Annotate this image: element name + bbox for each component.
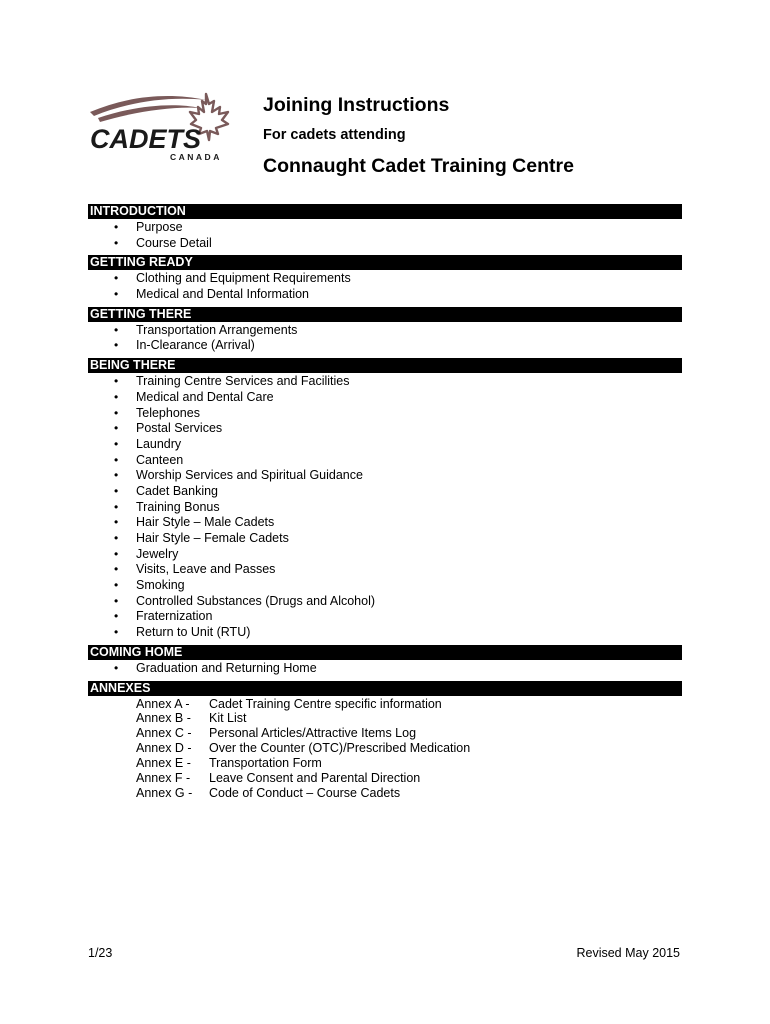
bullet-icon: • <box>114 531 119 545</box>
list-item <box>88 374 682 390</box>
table-of-contents <box>88 204 682 805</box>
annex-row <box>88 726 682 741</box>
list-item <box>88 578 682 594</box>
page-number: 1/23 <box>88 946 113 960</box>
section-list <box>88 220 682 251</box>
logo-text: CADETS <box>90 124 202 154</box>
bullet-icon: • <box>114 468 119 483</box>
section-list <box>88 661 682 677</box>
bullet-icon: • <box>114 389 119 404</box>
list-item-label: Course Detail <box>136 235 212 250</box>
bullet-icon: • <box>114 515 119 530</box>
list-item-label: Hair Style – Female Cadets <box>136 531 289 545</box>
list-item-label: Clothing and Equipment Requirements <box>136 271 351 286</box>
annex-title: Transportation Form <box>209 756 322 771</box>
annex-title: Kit List <box>209 711 247 726</box>
list-item-label: Jewelry <box>136 546 179 561</box>
annex-code: Annex C - <box>136 726 192 741</box>
list-item-label: Telephones <box>136 405 200 420</box>
annexes-section <box>88 681 682 801</box>
annex-row <box>88 741 682 756</box>
list-item-label: Purpose <box>136 220 183 234</box>
annex-title: Leave Consent and Parental Direction <box>209 770 421 785</box>
list-item <box>88 531 682 547</box>
list-item <box>88 453 682 469</box>
list-item <box>88 406 682 422</box>
section-introduction <box>88 204 682 251</box>
cadets-canada-logo <box>88 90 238 170</box>
section-heading: ANNEXES <box>88 681 682 696</box>
list-item-label: Return to Unit (RTU) <box>136 625 251 640</box>
centre-name: Connaught Cadet Training Centre <box>263 155 574 177</box>
bullet-icon: • <box>114 499 119 514</box>
list-item-label: Fraternization <box>136 609 213 624</box>
bullet-icon: • <box>114 483 119 498</box>
annex-row <box>88 756 682 771</box>
bullet-icon: • <box>114 562 119 577</box>
annex-code: Annex B - <box>136 711 191 726</box>
bullet-icon: • <box>114 436 119 451</box>
section-heading: GETTING READY <box>88 255 682 270</box>
bullet-icon: • <box>114 405 119 420</box>
bullet-icon: • <box>114 374 119 389</box>
list-item <box>88 437 682 453</box>
annex-title: Code of Conduct – Course Cadets <box>209 785 401 800</box>
bullet-icon: • <box>114 452 119 467</box>
list-item-label: Worship Services and Spiritual Guidance <box>136 468 363 483</box>
document-title: Joining Instructions <box>263 94 450 116</box>
list-item <box>88 323 682 339</box>
section-heading: COMING HOME <box>88 645 682 660</box>
section-heading: INTRODUCTION <box>88 204 682 219</box>
list-item-label: Hair Style – Male Cadets <box>136 515 275 530</box>
list-item-label: Medical and Dental Care <box>136 389 274 404</box>
section-heading: GETTING THERE <box>88 307 682 322</box>
section-being-there <box>88 358 682 641</box>
list-item <box>88 468 682 484</box>
annex-row <box>88 771 682 786</box>
bullet-icon: • <box>114 338 119 353</box>
logo-subtext: CANADA <box>170 152 222 162</box>
section-getting-there <box>88 307 682 354</box>
list-item-label: Transportation Arrangements <box>136 322 298 337</box>
bullet-icon: • <box>114 322 119 337</box>
list-item <box>88 515 682 531</box>
list-item <box>88 661 682 677</box>
list-item <box>88 338 682 354</box>
list-item-label: Smoking <box>136 578 185 593</box>
list-item-label: Canteen <box>136 452 184 467</box>
bullet-icon: • <box>114 625 119 640</box>
bullet-icon: • <box>114 546 119 561</box>
logo-swoosh <box>90 96 206 116</box>
list-item-label: Training Bonus <box>136 499 220 514</box>
annex-row <box>88 697 682 712</box>
revision-date: Revised May 2015 <box>576 946 680 960</box>
annex-code: Annex G - <box>136 785 193 800</box>
bullet-icon: • <box>114 220 119 234</box>
section-coming-home <box>88 645 682 677</box>
annex-title: Personal Articles/Attractive Items Log <box>209 726 417 741</box>
bullet-icon: • <box>114 609 119 624</box>
list-item-label: Cadet Banking <box>136 483 219 498</box>
annex-code: Annex D - <box>136 741 192 756</box>
list-item <box>88 625 682 641</box>
annex-row <box>88 711 682 726</box>
list-item-label: Visits, Leave and Passes <box>136 562 276 577</box>
list-item-label: Laundry <box>136 436 182 451</box>
section-heading: BEING THERE <box>88 358 682 373</box>
bullet-icon: • <box>114 660 119 675</box>
list-item <box>88 287 682 303</box>
list-item-label: Postal Services <box>136 421 223 436</box>
bullet-icon: • <box>114 235 119 250</box>
section-list <box>88 323 682 354</box>
list-item <box>88 594 682 610</box>
list-item-label: Training Centre Services and Facilities <box>136 374 350 389</box>
bullet-icon: • <box>114 593 119 608</box>
annex-title: Cadet Training Centre specific information <box>209 696 442 711</box>
list-item-label: Medical and Dental Information <box>136 287 310 302</box>
document-subtitle: For cadets attending <box>263 127 406 143</box>
section-getting-ready <box>88 255 682 302</box>
annex-row <box>88 786 682 801</box>
annex-code: Annex F - <box>136 770 191 785</box>
list-item <box>88 500 682 516</box>
annex-code: Annex E - <box>136 756 191 771</box>
list-item-label: Graduation and Returning Home <box>136 660 317 675</box>
list-item <box>88 421 682 437</box>
section-list <box>88 374 682 641</box>
annex-code: Annex A - <box>136 696 190 711</box>
list-item-label: Controlled Substances (Drugs and Alcohol) <box>136 593 376 608</box>
list-item <box>88 271 682 287</box>
bullet-icon: • <box>114 421 119 436</box>
annex-list <box>88 697 682 801</box>
list-item <box>88 562 682 578</box>
title-block <box>263 92 574 179</box>
list-item <box>88 220 682 236</box>
list-item <box>88 236 682 252</box>
bullet-icon: • <box>114 271 119 286</box>
list-item-label: In-Clearance (Arrival) <box>136 338 255 353</box>
annex-title: Over the Counter (OTC)/Prescribed Medication <box>209 741 471 756</box>
list-item <box>88 547 682 563</box>
list-item <box>88 390 682 406</box>
bullet-icon: • <box>114 287 119 302</box>
bullet-icon: • <box>114 578 119 593</box>
section-list <box>88 271 682 302</box>
list-item <box>88 609 682 625</box>
list-item <box>88 484 682 500</box>
